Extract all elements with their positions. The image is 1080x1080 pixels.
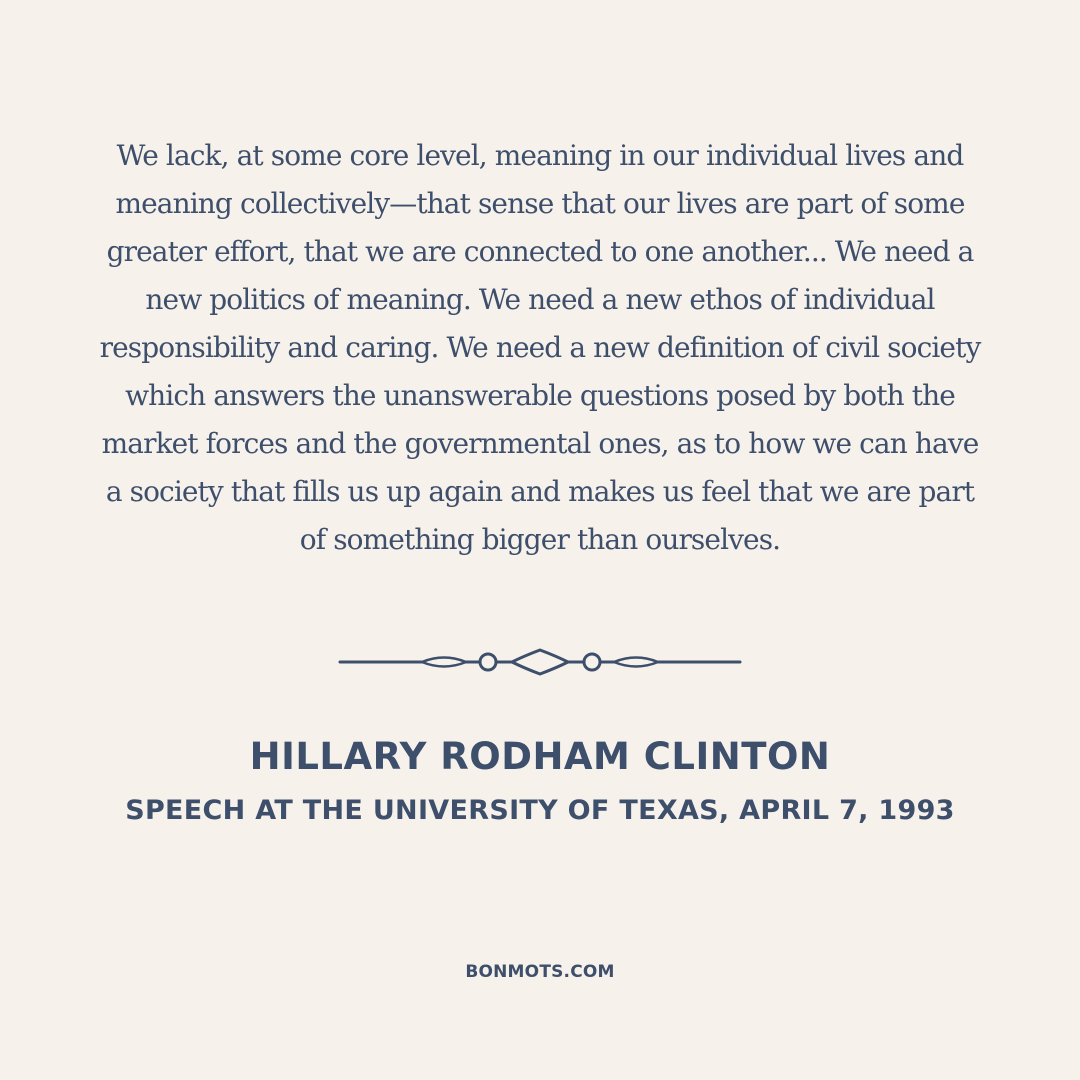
ornamental-divider-icon	[336, 644, 744, 680]
quote-source: SPEECH AT THE UNIVERSITY OF TEXAS, APRIL 7, 1993	[125, 795, 955, 826]
author-name: HILLARY RODHAM CLINTON	[249, 735, 831, 778]
quote-text: We lack, at some core level, meaning in our individual lives and meaning collectively—that sense that our lives are part of some greater effort, that we are connected to one another... We need a new politics of meaning. We need a new ethos of individual responsibility and caring. We need a new definition of civil society which answers the unanswerable questions posed by both the market forces and the governmental ones, as to how we can have a society that fills us up again and makes us feel that we are part of something bigger than ourselves.	[99, 139, 981, 556]
site-watermark: BONMOTS.COM	[465, 962, 615, 982]
